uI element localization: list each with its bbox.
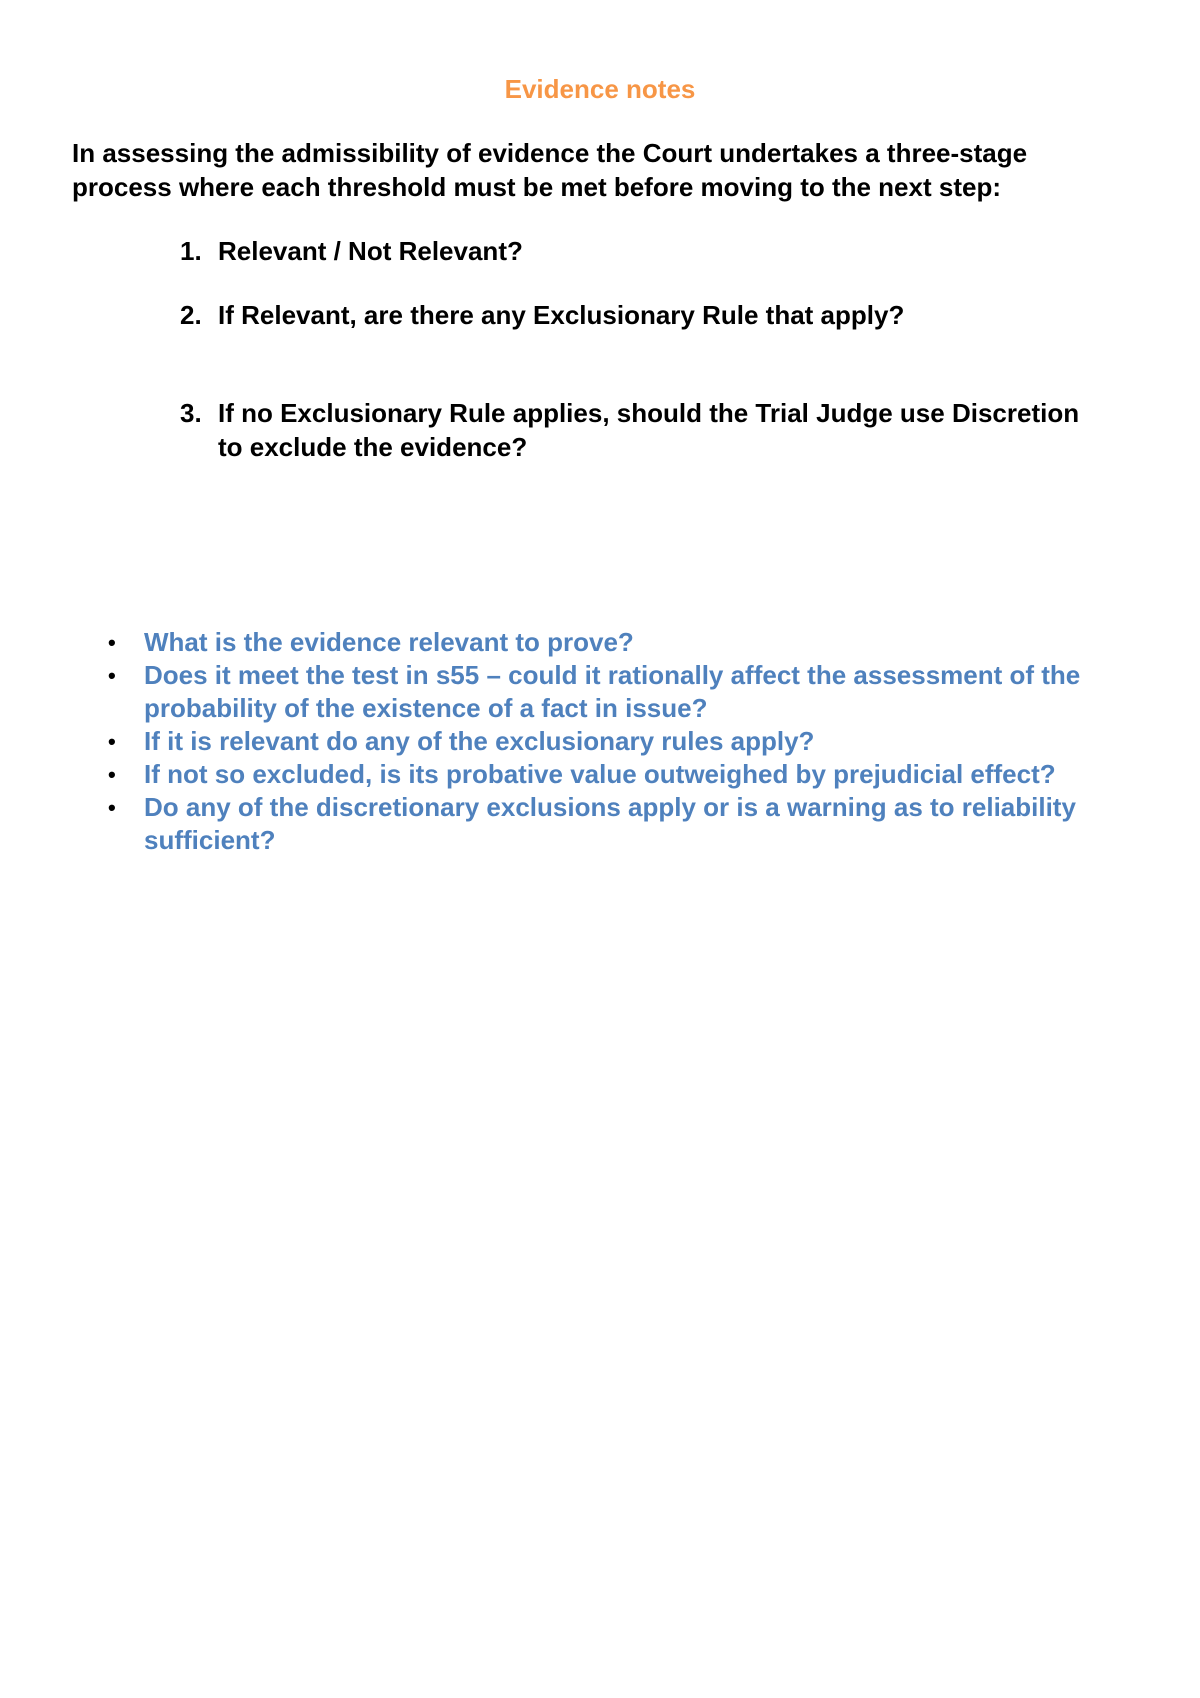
question-bullet-list — [0, 626, 1200, 857]
bullet-item — [0, 725, 1134, 758]
stage-item — [180, 396, 1080, 464]
bullet-item — [0, 626, 1134, 659]
bullet-icon: • — [108, 663, 116, 688]
bullet-icon: • — [108, 795, 116, 820]
stage-text: If Relevant, are there any Exclusionary Rule that apply? — [218, 300, 905, 330]
stage-text: Relevant / Not Relevant? — [218, 236, 523, 266]
stage-text: If no Exclusionary Rule applies, should the Trial Judge use Discretion to exclude the evidence? — [218, 398, 1080, 462]
bullet-icon: • — [108, 630, 116, 655]
intro-paragraph: In assessing the admissibility of evidence the Court undertakes a three-stage process where each threshold must be met before moving to the next step: — [72, 138, 1028, 202]
bullet-text: Does it meet the test in s55 – could it rationally affect the assessment of the probability of the existence of a fact in issue? — [144, 660, 1081, 723]
bullet-item — [0, 758, 1134, 791]
document-title: Evidence notes — [504, 74, 696, 104]
stage-item — [180, 234, 1080, 268]
bullet-item — [0, 791, 1134, 857]
bullet-item — [0, 659, 1134, 725]
bullet-text: If it is relevant do any of the exclusionary rules apply? — [144, 726, 815, 756]
bullet-text: What is the evidence relevant to prove? — [144, 627, 634, 657]
stage-number: 1. — [180, 236, 202, 266]
bullet-text: If not so excluded, is its probative value outweighed by prejudicial effect? — [144, 759, 1056, 789]
stage-item — [180, 298, 1080, 332]
bullet-icon: • — [108, 729, 116, 754]
stage-number: 2. — [180, 300, 202, 330]
bullet-icon: • — [108, 762, 116, 787]
stage-number: 3. — [180, 398, 202, 428]
bullet-text: Do any of the discretionary exclusions apply or is a warning as to reliability sufficient? — [144, 792, 1076, 855]
